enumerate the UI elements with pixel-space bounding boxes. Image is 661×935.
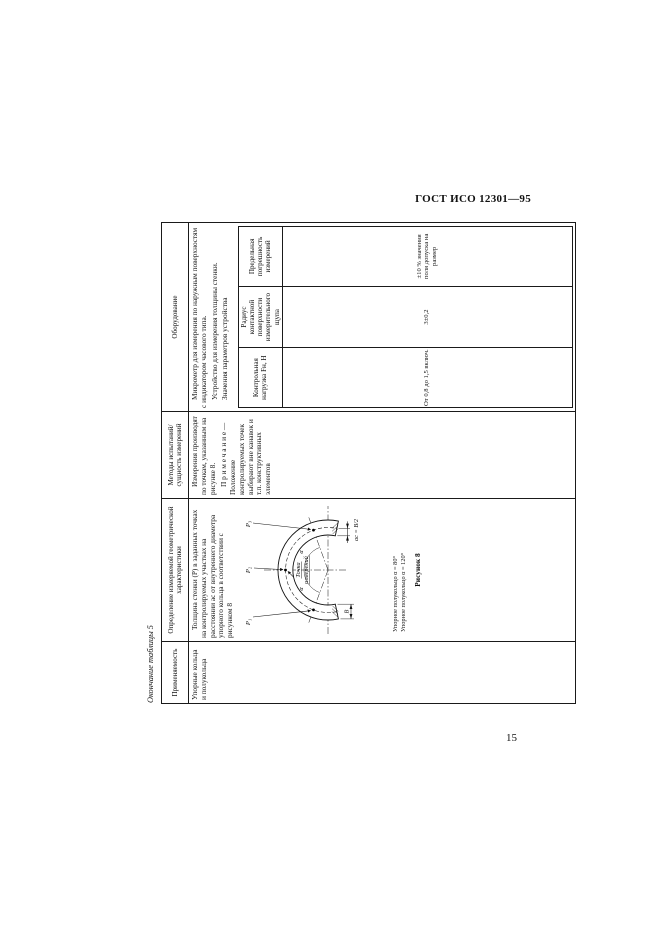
label-alpha-right: α [297, 550, 305, 554]
sub-col-load: Контрольная нагрузка Fн, Н [239, 348, 283, 408]
point-p2 [284, 569, 287, 572]
table-row [189, 223, 576, 704]
device-parameters-table [238, 226, 573, 408]
equipment-text-3: Значения параметров устройства [220, 297, 230, 400]
label-p2: P₂ [244, 566, 252, 574]
ac-arrow-left [346, 536, 349, 541]
sub-value-load: От 0,8 до 1,5 включ. [282, 348, 572, 408]
col-header-definition: Определение измеряемой геометрической характеристики [162, 499, 189, 642]
label-alpha-left: α [297, 587, 305, 591]
figure-8-drawing [238, 502, 390, 638]
col-header-applicability: Применяемость [162, 642, 189, 704]
point-p3 [312, 529, 315, 532]
ac-arrow-right [346, 524, 349, 529]
point-p1 [312, 609, 315, 612]
cell-definition [189, 499, 576, 642]
b-arrow-right [349, 604, 352, 609]
methods-note: П р и м е ч а н и е — Положение контролируемых точек выбирают вне канавок и т.п. конструктивных элементов [219, 419, 272, 495]
table-caption: Окончание таблицы 5 [146, 625, 155, 703]
header-row [162, 223, 189, 704]
sub-col-radius: Радиус контактной поверхности измерительного щупа [239, 286, 283, 348]
b-arrow-left [349, 614, 352, 619]
figure-caption: Рисунок 8 [412, 553, 422, 587]
col-header-methods: Методы испытаний/ сущность измерений [162, 412, 189, 499]
rotated-table-block [146, 223, 476, 704]
sub-table-header-row [239, 227, 283, 408]
sub-col-error: Предельная погрешность измерений [239, 227, 283, 287]
cell-methods [189, 412, 576, 499]
page-number: 15 [506, 732, 517, 744]
equipment-text-1: Микрометр для измерения по наружным поверхностям с индикатором часового типа. [190, 227, 208, 408]
sub-value-radius: 3±0,2 [282, 286, 572, 348]
main-table [161, 222, 576, 704]
figure-note-2: Упорное полукольцо α = 120° [400, 552, 408, 632]
methods-text: Измерения производят по точкам, указанным на рисунке 8. [190, 416, 217, 495]
figure-notes [392, 502, 409, 632]
sub-value-error: ±10 % значения поля допуска на размер [282, 227, 572, 287]
label-dim-ac: aс = B/2 [352, 518, 360, 541]
label-p3: P₃ [244, 520, 252, 528]
equipment-text-2: Устройство для измерения толщины стенки. [209, 262, 219, 400]
label-dim-b: B [343, 609, 351, 614]
leader-p3 [253, 523, 311, 529]
label-p1: P₁ [244, 618, 252, 626]
leader-p1 [253, 611, 311, 617]
sub-table-value-row [282, 227, 572, 408]
figure-note-1: Упорное полукольцо α = 80° [391, 556, 399, 632]
cell-equipment [189, 223, 576, 412]
doc-header: ГОСТ ИСО 12301—95 [415, 193, 531, 205]
definition-text: Толщина стенки (P) в заданных точках на контролируемых участках на расстоянии aс от внутреннего диаметра упорного кольца в соответствии с рисунком 8 [190, 509, 234, 638]
label-measure-point-line1: Точка [294, 562, 302, 578]
cell-applicability [189, 642, 576, 704]
col-header-equipment: Оборудование [162, 223, 189, 412]
applicability-text: Упорные кольца и полукольца [190, 649, 208, 700]
ac-extension-lines [337, 528, 350, 535]
label-measure-point-line2: измерений [302, 556, 310, 584]
